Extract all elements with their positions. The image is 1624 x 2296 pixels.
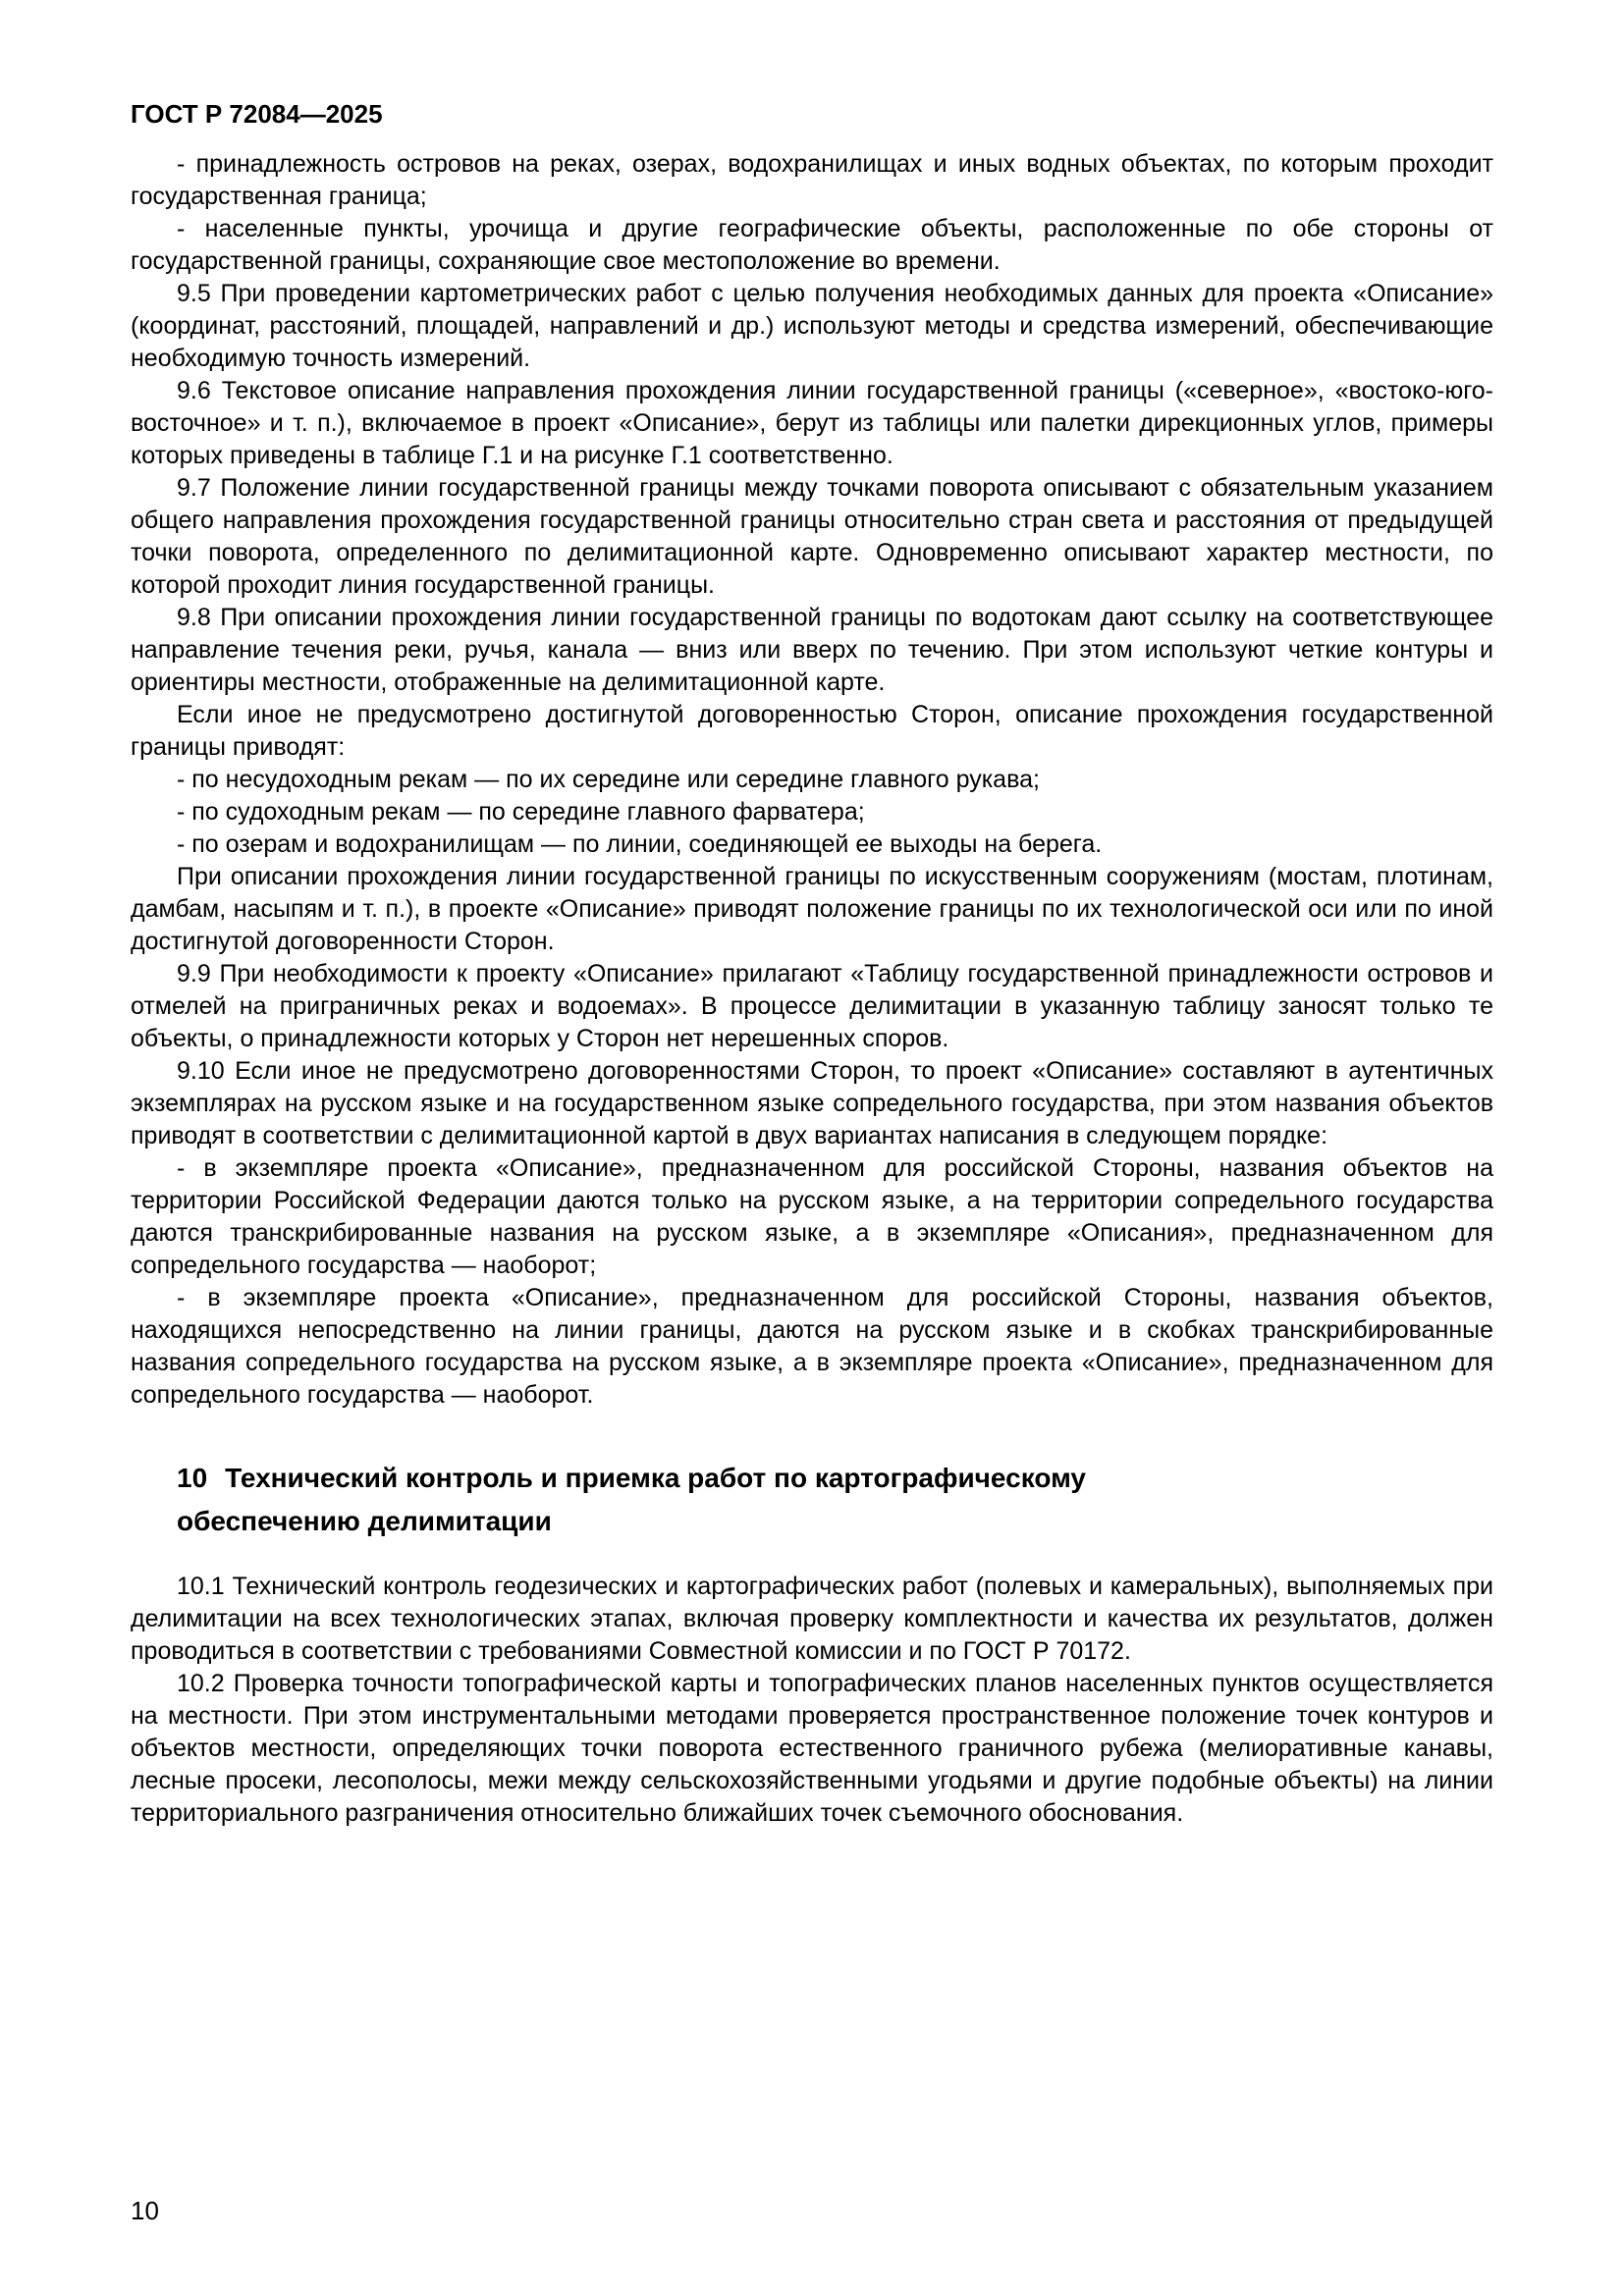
doc-number: ГОСТ Р 72084—2025 xyxy=(131,99,383,129)
clause-9-7: 9.7 Положение линии государственной границы между точками поворота описывают с обязательным указанием общего направления прохождения государственной границы относительно стран света и расстояния от предыдущей точки поворота, определенного по делимитационной карте. Одновременно описывают характер местности, по которой проходит линия государственной границы. xyxy=(131,474,1493,599)
clause-9-5: 9.5 При проведении картометрических работ с целью получения необходимых данных для проекта «Описание» (координат, расстояний, площадей, направлений и др.) используют методы и средства измерений, обеспечивающие необходимую точность измерений. xyxy=(131,280,1493,372)
doc-header xyxy=(131,98,1493,131)
list-item-copy-border-objects: - в экземпляре проекта «Описание», предназначенном для российской Стороны, названия объектов, находящихся непосредственно на линии границы, даются на русском языке и в скобках транскрибированные названия сопредельного государства на русском языке, а в экземпляре проекта «Описание», предназначенном для сопредельного государства — наоборот. xyxy=(131,1284,1493,1409)
section-10-title: Технический контроль и приемка работ по картографическому обеспечению делимитации xyxy=(177,1463,1086,1536)
doc-footer xyxy=(131,2195,159,2227)
clause-10-2: 10.2 Проверка точности топографической карты и топографических планов населенных пунктов осуществляется на местности. При этом инструментальными методами проверяется пространственное положение точек контуров и объектов местности, определяющих точки поворота естественного граничного рубежа (мелиоративные канавы, лесные просеки, лесополосы, межи между сельскохозяйственными угодьями и другие подобные объекты) на линии территориального разграничения относительно ближайших точек съемочного обоснования. xyxy=(131,1670,1493,1827)
list-item-lakes: - по озерам и водохранилищам — по линии, соединяющей ее выходы на берега. xyxy=(177,830,1103,858)
clause-10-1: 10.1 Технический контроль геодезических и картографических работ (полевых и камеральных), выполняемых при делимитации на всех технологических этапах, включая проверку комплектности и качества их результатов, должен проводиться в соответствии с требованиями Совместной комиссии и по ГОСТ Р 70172. xyxy=(131,1573,1493,1665)
list-item-settlements: - населенные пункты, урочища и другие географические объекты, расположенные по обе стороны от государственной границы, сохраняющие свое местоположение во времени. xyxy=(131,215,1493,275)
doc-body xyxy=(131,148,1493,1830)
clause-9-8-continued: Если иное не предусмотрено достигнутой договоренностью Сторон, описание прохождения государственной границы приводят: xyxy=(131,701,1493,761)
clause-9-9: 9.9 При необходимости к проекту «Описание» прилагают «Таблицу государственной принадлежности островов и отмелей на приграничных реках и водоемах». В процессе делимитации в указанную таблицу заносят только те объекты, о принадлежности которых у Сторон нет нерешенных споров. xyxy=(131,960,1493,1052)
page-number: 10 xyxy=(131,2196,159,2225)
section-10-number: 10 xyxy=(177,1463,208,1493)
list-item-copy-russian-side: - в экземпляре проекта «Описание», предназначенном для российской Стороны, названия объектов на территории Российской Федерации даются только на русском языке, а на территории сопредельного государства даются транскрибированные названия на русском языке, а в экземпляре «Описания», предназначенном для сопредельного государства — наоборот; xyxy=(131,1154,1493,1279)
clause-9-10: 9.10 Если иное не предусмотрено договоренностями Сторон, то проект «Описание» составляют в аутентичных экземплярах на русском языке и на государственном языке сопредельного государства, при этом названия объектов приводят в соответствии с делимитационной картой в двух вариантах написания в следующем порядке: xyxy=(131,1057,1493,1149)
clause-9-6: 9.6 Текстовое описание направления прохождения линии государственной границы («северное», «востоко-юго-восточное» и т. п.), включаемое в проект «Описание», берут из таблицы или палетки дирекционных углов, примеры которых приведены в таблице Г.1 и на рисунке Г.1 соответственно. xyxy=(131,377,1493,469)
clause-9-8-structures: При описании прохождения линии государственной границы по искусственным сооружениям (мостам, плотинам, дамбам, насыпям и т. п.), в проекте «Описание» приводят положение границы по их технологической оси или по иной достигнутой договоренности Сторон. xyxy=(131,863,1493,955)
list-item-islands: - принадлежность островов на реках, озерах, водохранилищах и иных водных объектах, по которым проходит государственная граница; xyxy=(131,150,1493,210)
section-10-heading xyxy=(177,1457,1203,1543)
list-item-nonnavigable-rivers: - по несудоходным рекам — по их середине или середине главного рукава; xyxy=(177,766,1040,793)
list-item-navigable-rivers: - по судоходным рекам — по середине главного фарватера; xyxy=(177,798,865,826)
clause-9-8: 9.8 При описании прохождения линии государственной границы по водотокам дают ссылку на соответствующее направление течения реки, ручья, канала — вниз или вверх по течению. При этом используют четкие контуры и ориентиры местности, отображенные на делимитационной карте. xyxy=(131,604,1493,696)
